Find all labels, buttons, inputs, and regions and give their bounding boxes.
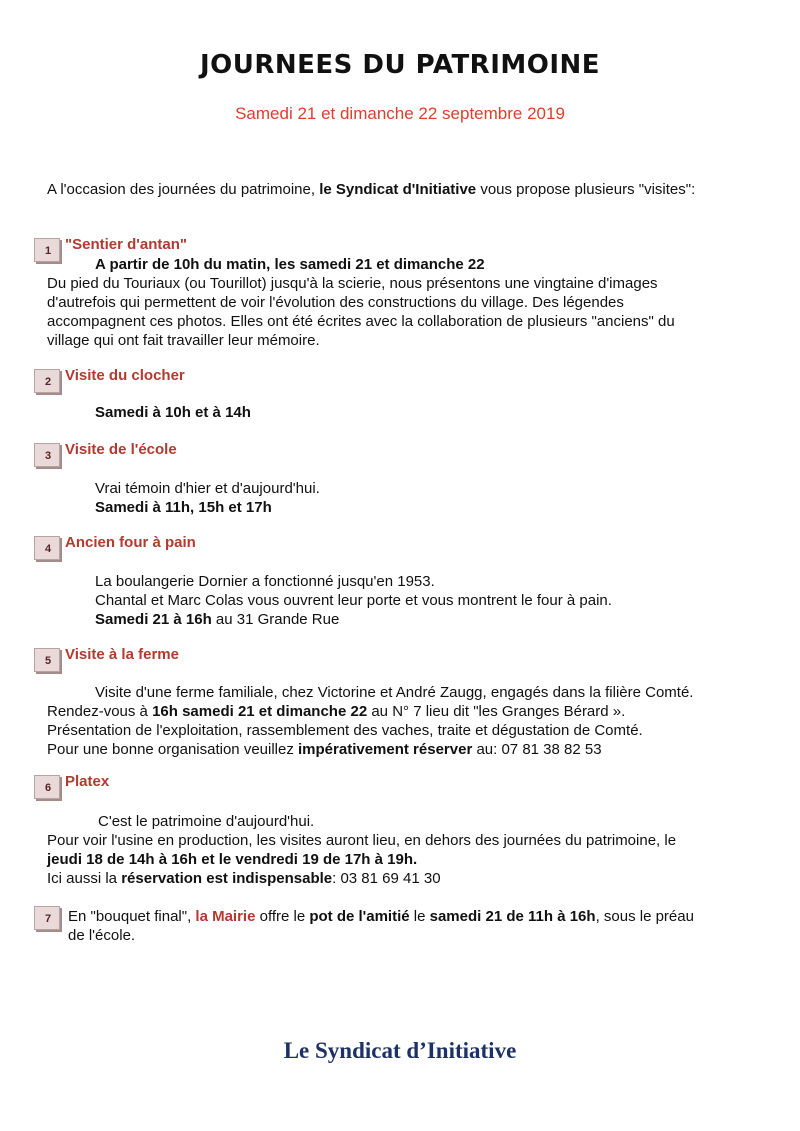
description-line: Chantal et Marc Colas vous ouvrent leur porte et vous montrent le four à pain. [95,592,612,609]
number-badge [34,536,60,560]
number-badge [34,648,60,672]
section-description [95,479,320,517]
reservation-line: Ici aussi la réservation est indispensable: 03 81 69 41 30 [47,870,441,887]
badge-number: 7 [45,913,52,925]
section-description [47,812,767,888]
badge-number: 4 [45,543,52,555]
description-line: Pour voir l'usine en production, les visites auront lieu, en dehors des journées du patrimoine, le [47,832,677,849]
intro-organizer: le Syndicat d'Initiative [319,181,477,198]
intro-paragraph [47,181,767,198]
number-badge [34,369,60,393]
page-title: JOURNEES DU PATRIMOINE [199,50,601,80]
description-line: Présentation de l'exploitation, rassemblement des vaches, traite et dégustation de Comté. [47,722,643,739]
description-line: Visite d'une ferme familiale, chez Victorine et André Zaugg, engagés dans la filière Comté. [95,684,694,701]
section-schedule: Samedi à 10h et à 14h [95,404,251,421]
badge-number: 1 [45,245,52,257]
section-title: "Sentier d'antan" [65,236,187,253]
section-description [68,907,774,945]
description-line: La boulangerie Dornier a fonctionné jusqu'en 1953. [95,573,435,590]
section-description [95,572,775,629]
section-description [47,683,767,759]
section-title: Platex [65,773,110,790]
number-badge [34,238,60,262]
section-title: Visite de l'école [65,441,177,458]
badge-number: 5 [45,655,52,667]
badge-number: 3 [45,450,52,462]
badge-number: 6 [45,782,52,794]
description-line: accompagnent ces photos. Elles ont été écrites avec la collaboration de plusieurs "anciens" du [47,313,675,330]
section-description [47,274,767,350]
reservation-line: Pour une bonne organisation veuillez impérativement réserver au: 07 81 38 82 53 [47,741,602,758]
number-badge [34,906,60,930]
intro-text-end: vous propose plusieurs "visites": [476,181,696,198]
section-title: Visite à la ferme [65,646,179,663]
section-schedule: A partir de 10h du matin, les samedi 21 et dimanche 22 [95,256,485,273]
section-schedule: Samedi 21 à 16h au 31 Grande Rue [95,611,340,628]
signature: Le Syndicat d’Initiative [283,1038,517,1063]
description-line: Du pied du Touriaux (ou Tourillot) jusqu'à la scierie, nous présentons une vingtaine d'images [47,275,658,292]
description-line: Vrai témoin d'hier et d'aujourd'hui. [95,480,320,497]
description-line: d'autrefois qui permettent de voir l'évolution des constructions du village. Des légendes [47,294,624,311]
description-line: En "bouquet final", la Mairie offre le pot de l'amitié le samedi 21 de 11h à 16h, sous le préau [68,908,694,925]
number-badge [34,775,60,799]
section-title: Ancien four à pain [65,534,196,551]
description-line: de l'école. [68,927,136,944]
section-title: Visite du clocher [65,367,185,384]
description-line: village qui ont fait travailler leur mémoire. [47,332,320,349]
description-line: Rendez-vous à 16h samedi 21 et dimanche 22 au N° 7 lieu dit "les Granges Bérard ». [47,703,626,720]
event-dates: Samedi 21 et dimanche 22 septembre 2019 [235,104,565,123]
intro-text: A l'occasion des journées du patrimoine, [47,181,320,198]
description-line: C'est le patrimoine d'aujourd'hui. [98,813,315,830]
section-schedule: Samedi à 11h, 15h et 17h [95,499,272,516]
badge-number: 2 [45,376,52,388]
number-badge [34,443,60,467]
town-hall: la Mairie [195,908,256,925]
section-schedule: jeudi 18 de 14h à 16h et le vendredi 19 de 17h à 19h. [47,851,418,868]
